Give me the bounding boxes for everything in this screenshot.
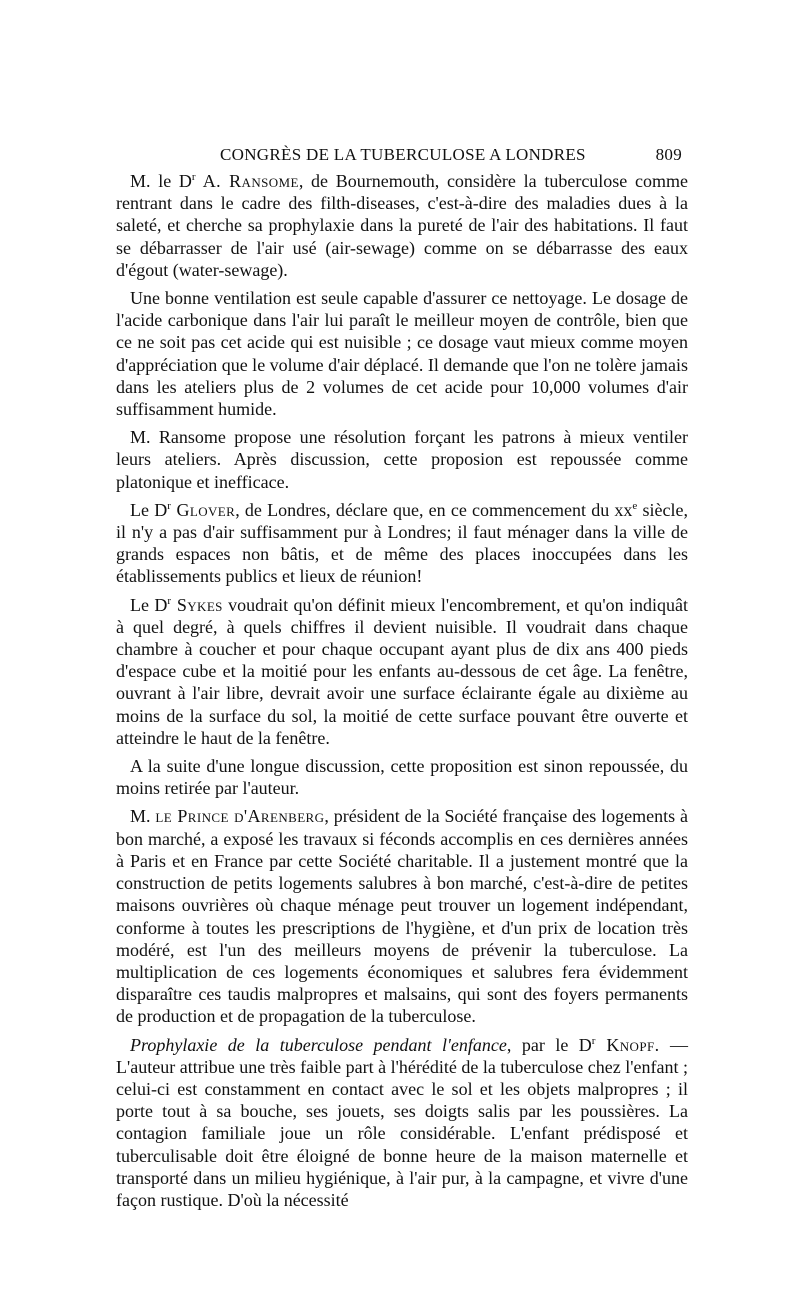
superscript: e — [632, 499, 638, 512]
paragraph-ventilation — [116, 287, 688, 420]
para-text: siècle, il n'y a pas d'air suffisamment pur à Londres; il faut ménager dans la ville de grands espaces non bâtis, et de même des places inoccupées dans les établissements publics et lieux de réunion! — [116, 499, 688, 587]
para-text: Une bonne ventilation est seule capable d'assurer ce nettoyage. Le dosage de l'acide carbonique dans l'air lui paraît le meilleur moyen de contrôle, bien que ce ne soit pas cet acide qui est nuisible ; ce dosage vaut mieux comme moyen d'appréciation que le volume d'air déplacé. Il demande que l'on ne tolère jamais dans les ateliers plus de 2 volumes de cet acide pour 10,000 volumes d'air suffisamment humide. — [116, 288, 689, 420]
author-name: le Prince d'Arenberg — [155, 806, 325, 827]
para-prefix: M. le D — [130, 171, 192, 191]
para-text: — L'auteur attribue une très faible part à l'hérédité de la tuberculose chez l'enfant ; celui-ci est constamment en contact avec le sol et les objets malpropres ; il porte tout à sa bouche, ses jouets, ses doigts salis par les poussières. La contagion familiale joue un rôle considérable. L'enfant prédisposé et tuberculisable doit être éloigné de bonne heure de la maison maternelle et transporté dans un milieu hygiénique, à l'air pur, à la campagne, et vivre d'une façon rustique. D'où la nécessité — [116, 1034, 688, 1210]
paragraph-arenberg — [116, 805, 688, 1027]
para-text: M. Ransome propose une résolution forçant les patrons à mieux ventiler leurs ateliers. Après discussion, cette proposion est repoussée comme platonique et inefficace. — [116, 427, 688, 492]
paragraph-sykes — [116, 594, 688, 749]
author-name: Knopf. — [595, 1034, 660, 1055]
superscript: r — [167, 499, 171, 512]
superscript: r — [591, 1034, 596, 1047]
para-prefix: Le D — [130, 499, 168, 520]
paragraph-glover — [116, 499, 688, 588]
book-page — [116, 140, 688, 1217]
paragraph-knopf — [116, 1034, 688, 1212]
para-prefix: M. — [130, 806, 156, 827]
para-text: voudrait qu'on définit mieux l'encombrement, et qu'on indiquât à quel degré, à quels chiffres il devient nuisible. Il voudrait dans chaque chambre à coucher et pour chaque occupant ayant plus de dix ans 400 pieds d'espace cube et la moitié pour les enfants au-dessous de cet âge. La fenêtre, ouvrant à l'air libre, devrait avoir une surface éclairante égale au dixième au moins de la surface du sol, la moitié de cette surface pouvant être ouverte et atteindre le haut de la fenêtre. — [116, 594, 689, 748]
author-name: A. Ransome — [195, 171, 299, 191]
para-text: , de Londres, déclare que, en ce commencement du xx — [235, 499, 633, 520]
running-header — [116, 140, 688, 170]
section-title: Prophylaxie de la tuberculose pendant l'enfance — [130, 1034, 507, 1055]
superscript: r — [167, 594, 172, 607]
para-prefix: Le D — [130, 594, 168, 615]
superscript: r — [191, 171, 196, 183]
para-text: A la suite d'une longue discussion, cette proposition est sinon repoussée, du moins retirée par l'auteur. — [116, 756, 688, 799]
para-prefix: , par le D — [506, 1034, 592, 1055]
page-number: 809 — [655, 145, 682, 164]
para-text: , de Bournemouth, considère la tuberculose comme rentrant dans le cadre des filth-diseases, c'est-à-dire des maladies dues à la saleté, et cherche sa prophylaxie dans la pureté de l'air des habitations. Il faut se débarrasser de l'air usé (air-sewage) comme on se débarrasse des eaux d'égout (water-sewage). — [116, 171, 688, 280]
author-name: Glover — [170, 499, 236, 520]
paragraph-resolution — [116, 426, 688, 493]
para-text: , président de la Société française des logements à bon marché, a exposé les travaux si féconds accomplis en ces dernières années à Paris et en France par cette Société charitable. Il a justement montré que la construction de petits logements salubres à bon marché, c'est-à-dire de petites maisons ouvrières où chaque ménage peut trouver un logement indépendant, conforme à toutes les prescriptions de l'hygiène, et d'un prix de location très modéré, est l'un des meilleurs moyens de prévenir la tuberculose. La multiplication de ces logements économiques et salubres fera évidemment disparaître ces taudis malpropres et malsains, qui sont des foyers permanents de production et de propagation de la tuberculose. — [116, 806, 688, 1027]
header-title: CONGRÈS DE LA TUBERCULOSE A LONDRES — [220, 145, 586, 164]
author-name: Sykes — [171, 594, 223, 615]
paragraph-ransome — [116, 170, 688, 281]
paragraph-discussion — [116, 755, 688, 799]
